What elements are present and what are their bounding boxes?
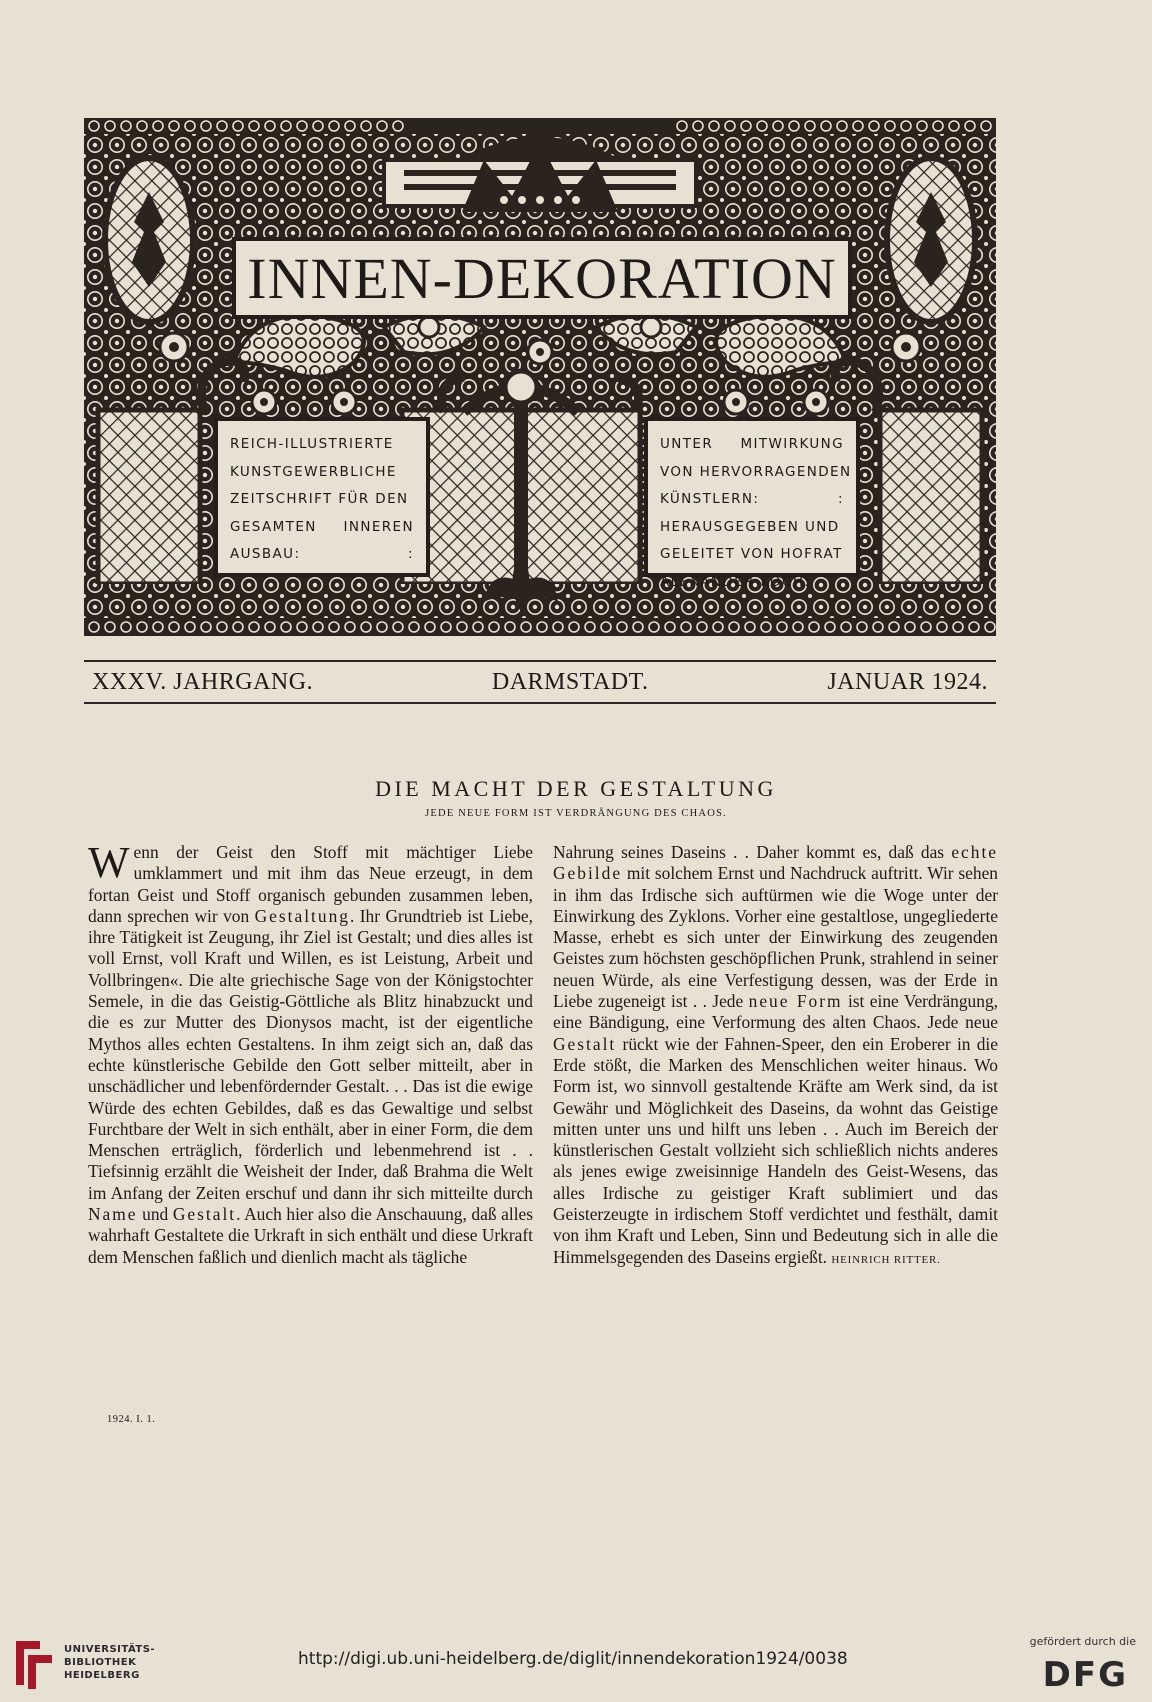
panel-line-text: HERAUSGEGEBEN UND [660, 518, 840, 535]
university-library-logo-icon [6, 1635, 58, 1691]
folio: 1924. I. 1. [107, 1414, 156, 1425]
library-name [64, 1643, 155, 1682]
panel-line-text: KÜNSTLERN: [660, 491, 760, 507]
panel-line-text: GELEITET VON HOFRAT [660, 546, 843, 562]
panel-line-text: ALEXANDER KOCH: [660, 573, 811, 590]
body-text: enn der Geist den Stoff mit mächtiger Liebe umklammert und mit ihm das Neue erzeugt, in dem fortan Geist und Stoff organisch gebunden zusammen leben, dann sprechen wir von [88, 842, 533, 926]
dfg-logo: DFG [1042, 1655, 1128, 1695]
article-column-left [88, 838, 534, 1268]
panel-line-text: VON HERVORRAGENDEN [660, 463, 852, 480]
panel-line [230, 514, 414, 542]
panel-line [660, 514, 844, 542]
panel-line [230, 431, 414, 459]
article-paragraph-left [88, 838, 534, 1268]
funded-by-label: gefördert durch die [1029, 1635, 1136, 1648]
panel-line-text: AUSBAU: [230, 546, 301, 562]
panel-line-text: : [408, 546, 414, 562]
panel-line-text: KUNSTGEWERBLICHE [230, 463, 397, 480]
masthead-right-panel [644, 417, 860, 590]
body-text: . Ihr Grundtrieb ist Liebe, ihre Tätigkeit ist Zeugung, ihr Ziel ist Gestalt; und dies alles ist voll Ernst, voll Kraft und Willen, es ist Leistung, Arbeit und Vollbringen«. Die alte griechische Sage von der Königstochter Semele, in die das Geistig-Göttliche als Blitz hinabzuckt und die es zur Mutter des Dionysos macht, ist der eigentliche Mythos alles echten Gestaltens. In ihm zeigt sich an, daß das echte künstlerische Gebilde den Gott selber mitteilt, aber in unschädlicher und lebenfördernder Gestalt. . . Das ist die ewige Würde des echten Gebildes, daß es das Gewaltige und selbst Furchtbare der Welt in sich enthält, aber in einer Form, die dem Menschen erträglich, förderlich und lebenmehrend ist . . Tiefsinnig erzählt die Weisheit der Inder, daß Brahma die Welt im Anfang der Zeiten erschuf und dann ihr sich mitteilte durch [88, 905, 533, 1203]
left-medallion-icon [105, 158, 193, 322]
panel-line [660, 459, 852, 487]
panel-line-text: REICH-ILLUSTRIERTE [230, 436, 394, 452]
library-name-line: HEIDELBERG [64, 1670, 140, 1681]
panel-line [230, 486, 414, 514]
body-text: Nahrung seines Daseins . . Daher kommt es, daß das [553, 842, 952, 862]
panel-line [660, 431, 844, 459]
panel-line [230, 459, 414, 487]
article-subtitle: JEDE NEUE FORM IST VERDRÄNGUNG DES CHAOS. [425, 808, 727, 819]
emphasized-text: echte Gebilde [553, 842, 998, 884]
emphasized-text: Gestalt [553, 1033, 617, 1054]
issue-volume: XXXV. JAHRGANG. [92, 668, 314, 695]
panel-line-text: ZEITSCHRIFT FÜR DEN [230, 491, 409, 507]
panel-line-text: : [838, 491, 844, 507]
author-signature: HEINRICH RITTER. [831, 1253, 941, 1266]
article-column-right [553, 842, 998, 1271]
issue-line [84, 660, 996, 704]
body-text: mit solchem Ernst und Nachdruck auftritt. Wir sehen in ihm das Irdische sich auftürmen wie die Woge unter der Einwirkung des Zyklons. Vorher eine gestaltlose, ungegliederte Masse, erhebt es sich unter der Einwirkung des zeugenden Geistes zum höchsten geschöpflichen Prunk, strahlend in seiner neuen Würde, als eine Verfestigung dessen, was der Erde in Liebe zugeneigt ist . . Jede [553, 863, 998, 1012]
panel-line [660, 569, 844, 597]
panel-line [230, 541, 414, 569]
library-name-line: BIBLIOTHEK [64, 1657, 137, 1668]
body-text: und [137, 1204, 173, 1225]
body-text: ist eine Verdrängung, eine Bändigung, eine Verformung des alten Chaos. Jede neue [553, 991, 998, 1033]
permalink-url[interactable]: http://digi.ub.uni-heidelberg.de/diglit/innendekoration1924/0038 [298, 1649, 848, 1669]
digitization-footer [0, 1625, 1152, 1702]
masthead-ornament [84, 112, 996, 657]
emphasized-text: Name [88, 1204, 138, 1225]
body-text: rückt wie der Fahnen-Speer, den ein Eroberer in die Erde stößt, die Marken des Menschlichen weiter hinaus. Wo Form ist, wo sinnvoll gestaltende Kräfte am Werk sind, da ist Gewähr und Möglichkeit des Daseins, da wohnt das Geistige mitten unter uns und hilft uns leben . . Auch im Bereich der künstlerischen Gestalt vollzieht sich schließlich nichts anderes als jenes ewige zweisinnige Handeln des Geist-Wesens, das alles Irdische zu geistiger Kraft sublimiert und das Geisterzeugte in irdischem Stoff verdichtet und festhält, damit von ihm Kraft und Leben, Sinn und Bedeutung sich in alle die Himmelsgegenden des Daseins ergießt. [553, 1033, 998, 1267]
issue-date: JANUAR 1924. [827, 668, 988, 695]
masthead-left-panel [214, 417, 430, 577]
issue-place: DARMSTADT. [491, 668, 649, 695]
panel-line-text: UNTER [660, 436, 714, 452]
drop-cap: W [88, 838, 130, 887]
article-title: DIE MACHT DER GESTALTUNG [375, 776, 777, 801]
right-medallion-icon [887, 158, 975, 322]
emphasized-text: neue Form [748, 991, 843, 1012]
library-name-line: UNIVERSITÄTS- [64, 1644, 156, 1655]
emphasized-text: Gestalt [172, 1204, 237, 1225]
article-paragraph-right [553, 842, 998, 1271]
panel-line-text: INNEREN [343, 518, 414, 535]
magazine-title-banner [232, 237, 852, 319]
panel-line-text: GESAMTEN [230, 518, 317, 535]
panel-line [660, 541, 844, 569]
emphasized-text: Gestaltung [254, 905, 350, 926]
panel-line [660, 486, 844, 514]
panel-line-text: : [838, 573, 844, 590]
body-text: . Auch hier also die Anschauung, daß alles wahrhaft Gestaltete die Urkraft in sich enthält und diese Urkraft dem Menschen faßlich und dienlich macht als tägliche [88, 1204, 534, 1267]
magazine-title: INNEN-DEKORATION [247, 245, 837, 311]
panel-line-text: MITWIRKUNG [740, 436, 844, 452]
